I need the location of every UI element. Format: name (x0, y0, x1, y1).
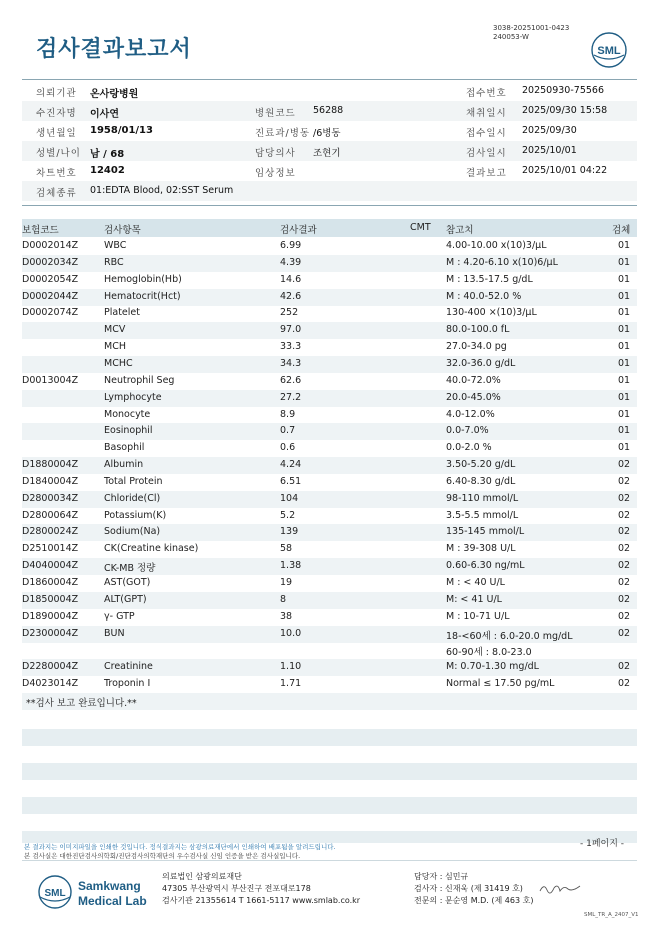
empty-row (22, 831, 637, 843)
header-reference: 참고치 (446, 225, 474, 236)
divider (22, 205, 637, 206)
reference-cell: 32.0-36.0 g/dL (446, 357, 516, 369)
reference-cell: 20.0-45.0% (446, 391, 501, 403)
table-row (22, 474, 637, 491)
result-cell: 252 (280, 307, 299, 319)
empty-row (22, 763, 637, 780)
brand-name-line1: Samkwang (78, 879, 141, 893)
table-row (22, 322, 637, 339)
table-row (22, 524, 637, 541)
reference-cell: 18-<60세 : 6.0-20.0 mg/dL (446, 630, 573, 642)
reference-cell: 98-110 mmol/L (446, 492, 519, 504)
empty-row (22, 729, 637, 746)
specimen-cell: 02 (618, 526, 631, 538)
test-item-cell: Troponin I (104, 678, 151, 690)
result-cell: 10.0 (280, 627, 302, 639)
test-item-cell: γ- GTP (104, 610, 135, 622)
test-item-cell: Hemoglobin(Hb) (104, 273, 182, 285)
header-test-item: 검사항목 (104, 225, 141, 236)
reference-cell: 135-145 mmol/L (446, 526, 525, 538)
info-value: 2025/10/01 04:22 (522, 165, 608, 176)
result-cell: 1.38 (280, 560, 302, 572)
result-cell: 6.51 (280, 475, 302, 487)
specimen-cell: 01 (618, 442, 631, 454)
specimen-cell: 02 (618, 459, 631, 471)
info-value: 이사연 (90, 109, 119, 120)
insurance-code-cell: D2280004Z (22, 661, 79, 673)
specimen-cell: 02 (618, 509, 631, 521)
reference-cell: 3.5-5.5 mmol/L (446, 509, 519, 521)
info-label: 임상정보 (255, 168, 296, 179)
test-item-cell: Total Protein (104, 475, 163, 487)
specimen-cell: 01 (618, 273, 631, 285)
table-row (22, 390, 637, 407)
test-item-cell: CK-MB 정량 (104, 563, 156, 575)
info-value: 01:EDTA Blood, 02:SST Serum (90, 185, 234, 196)
info-value: 조현기 (313, 148, 341, 159)
specimen-cell: 01 (618, 408, 631, 420)
reference-cell: Normal ≤ 17.50 pg/mL (446, 678, 555, 690)
reference-cell: 4.00-10.00 x(10)3/μL (446, 240, 547, 251)
info-value: 20250930-75566 (522, 85, 605, 96)
reference-cell: M : 39-308 U/L (446, 543, 516, 555)
info-label: 접수번호 (466, 88, 507, 99)
reference-cell: 60-90세 : 8.0-23.0 (446, 647, 532, 659)
table-row (22, 407, 637, 424)
result-cell: 58 (280, 543, 293, 555)
reference-cell: 27.0-34.0 pg (446, 341, 507, 353)
document-id (493, 24, 569, 42)
info-label: 성별/나이 (36, 148, 81, 159)
patient-info-row (22, 101, 637, 121)
table-row (22, 255, 637, 272)
reference-cell: M : < 40 U/L (446, 577, 505, 588)
result-cell: 97.0 (280, 324, 302, 336)
table-row (22, 339, 637, 356)
insurance-code-cell: D1840004Z (22, 475, 79, 487)
staff-tester: 검사자 : 신재욱 (제 31419 호) (414, 884, 523, 893)
test-item-cell: Potassium(K) (104, 509, 167, 521)
insurance-code-cell: D1850004Z (22, 593, 79, 605)
result-cell: 4.39 (280, 256, 302, 268)
staff-manager: 담당자 : 심민규 (414, 872, 469, 881)
patient-info-row (22, 81, 637, 101)
divider (22, 860, 637, 861)
reference-cell: 80.0-100.0 fL (446, 324, 510, 336)
reference-cell: 6.40-8.30 g/dL (446, 475, 516, 487)
patient-info-row (22, 121, 637, 141)
table-row (22, 356, 637, 373)
info-label: 결과보고 (466, 168, 507, 179)
reference-cell: 40.0-72.0% (446, 374, 501, 386)
samkwang-logo-icon (36, 872, 166, 916)
staff-specialist: 전문의 : 문순영 M.D. (제 463 호) (414, 896, 534, 905)
info-label: 검사일시 (466, 148, 507, 159)
signature-icon (538, 880, 582, 896)
insurance-code-cell: D2800034Z (22, 492, 79, 504)
patient-info-row (22, 161, 637, 181)
table-row (22, 626, 637, 643)
reference-cell: M : 13.5-17.5 g/dL (446, 273, 533, 285)
test-item-cell: MCV (104, 324, 126, 336)
specimen-cell: 01 (618, 391, 631, 403)
results-table-header (22, 219, 637, 237)
result-cell: 6.99 (280, 240, 302, 251)
insurance-code-cell: D0002034Z (22, 256, 79, 268)
lab-org-name: 의료법인 삼광의료재단 (162, 872, 242, 881)
reference-cell: M : 40.0-52.0 % (446, 290, 522, 302)
result-cell: 38 (280, 610, 293, 622)
insurance-code-cell: D0002014Z (22, 240, 79, 251)
insurance-code-cell: D2800064Z (22, 509, 79, 521)
specimen-cell: 02 (618, 593, 631, 605)
header-insurance-code: 보험코드 (22, 225, 59, 236)
specimen-cell: 02 (618, 610, 631, 622)
result-cell: 1.71 (280, 678, 302, 690)
info-label: 진료과/병동 (255, 128, 311, 139)
result-cell: 19 (280, 577, 293, 588)
table-row (22, 508, 637, 525)
empty-row (22, 797, 637, 814)
info-value: 56288 (313, 105, 344, 116)
table-row (22, 642, 637, 659)
specimen-cell: 02 (618, 492, 631, 504)
result-cell: 62.6 (280, 374, 302, 386)
test-item-cell: Creatinine (104, 661, 153, 673)
specimen-cell: 02 (618, 661, 631, 673)
test-item-cell: WBC (104, 240, 127, 251)
result-cell: 5.2 (280, 509, 296, 521)
result-cell: 27.2 (280, 391, 302, 403)
reference-cell: 4.0-12.0% (446, 408, 495, 420)
table-row (22, 676, 637, 693)
test-item-cell: AST(GOT) (104, 577, 151, 588)
result-cell: 8 (280, 593, 287, 605)
result-cell: 4.24 (280, 459, 302, 471)
info-label: 병원코드 (255, 108, 296, 119)
insurance-code-cell: D1860004Z (22, 577, 79, 588)
reference-cell: 3.50-5.20 g/dL (446, 459, 516, 471)
reference-cell: 130-400 ×(10)3/μL (446, 307, 537, 319)
insurance-code-cell: D2300004Z (22, 627, 79, 639)
test-item-cell: Eosinophil (104, 425, 153, 437)
insurance-code-cell: D0002054Z (22, 273, 79, 285)
specimen-cell: 02 (618, 678, 631, 690)
table-row (22, 609, 637, 626)
result-cell: 0.7 (280, 425, 296, 437)
reference-cell: M : 10-71 U/L (446, 610, 510, 622)
test-item-cell: Basophil (104, 442, 145, 454)
specimen-cell: 02 (618, 627, 631, 639)
reference-cell: 0.60-6.30 ng/mL (446, 560, 525, 572)
patient-info-row (22, 141, 637, 161)
reference-cell: 0.0-2.0 % (446, 442, 492, 454)
test-item-cell: Neutrophil Seg (104, 374, 175, 386)
table-row (22, 575, 637, 592)
test-item-cell: RBC (104, 256, 124, 268)
reference-cell: M: < 41 U/L (446, 593, 502, 605)
info-value: 12402 (90, 165, 125, 176)
report-complete-note: **검사 보고 완료입니다.** (26, 697, 137, 709)
info-value: 남 / 68 (90, 149, 125, 160)
info-value: 2025/09/30 15:58 (522, 105, 608, 116)
test-item-cell: Hematocrit(Hct) (104, 290, 181, 302)
report-complete-row (22, 693, 637, 710)
lab-address: 47305 부산광역시 부산진구 전포대로178 (162, 884, 311, 893)
table-row (22, 423, 637, 440)
lab-address-block (162, 871, 360, 907)
insurance-code-cell: D0002044Z (22, 290, 79, 302)
reference-cell: 0.0-7.0% (446, 425, 489, 437)
result-cell: 42.6 (280, 290, 302, 302)
staff-block (414, 871, 533, 907)
test-item-cell: Lymphocyte (104, 391, 162, 403)
table-row (22, 457, 637, 474)
table-row (22, 305, 637, 322)
test-item-cell: Sodium(Na) (104, 526, 161, 538)
specimen-cell: 01 (618, 240, 631, 251)
insurance-code-cell: D1890004Z (22, 610, 79, 622)
info-label: 담당의사 (255, 148, 296, 159)
table-row (22, 659, 637, 676)
footer-notice (24, 843, 336, 861)
table-row (22, 440, 637, 457)
table-row (22, 272, 637, 289)
specimen-cell: 02 (618, 560, 631, 572)
specimen-cell: 01 (618, 290, 631, 302)
document-id-line1: 3038-20251001-0423 (493, 24, 570, 32)
test-item-cell: Platelet (104, 307, 140, 319)
info-label: 차트번호 (36, 168, 77, 179)
info-label: 의뢰기관 (36, 88, 77, 99)
specimen-cell: 01 (618, 341, 631, 353)
insurance-code-cell: D0013004Z (22, 374, 79, 386)
test-item-cell: BUN (104, 627, 125, 639)
specimen-cell: 01 (618, 374, 631, 386)
specimen-cell: 02 (618, 577, 631, 588)
table-row (22, 238, 637, 255)
specimen-cell: 01 (618, 256, 631, 268)
test-item-cell: Monocyte (104, 408, 151, 420)
patient-info-panel (22, 80, 637, 204)
insurance-code-cell: D2800024Z (22, 526, 79, 538)
info-label: 생년월일 (36, 128, 77, 139)
specimen-cell: 01 (618, 307, 631, 319)
result-cell: 14.6 (280, 273, 302, 285)
insurance-code-cell: D1880004Z (22, 459, 79, 471)
test-item-cell: Albumin (104, 459, 144, 471)
specimen-cell: 02 (618, 475, 631, 487)
info-value: /6병동 (313, 128, 341, 139)
info-value: 온사랑병원 (90, 89, 139, 100)
result-cell: 0.6 (280, 442, 296, 454)
insurance-code-cell: D0002074Z (22, 307, 79, 319)
test-item-cell: ALT(GPT) (104, 593, 147, 605)
lab-contact: 검사기관 21355614 T 1661-5117 www.smlab.co.kr (162, 896, 361, 905)
result-cell: 33.3 (280, 341, 302, 353)
brand-name-line2: Medical Lab (78, 894, 147, 908)
header-specimen: 검체 (612, 225, 631, 236)
document-id-line2: 240053-W (493, 33, 529, 41)
result-cell: 34.3 (280, 357, 302, 369)
specimen-cell: 01 (618, 425, 631, 437)
info-label: 접수일시 (466, 128, 507, 139)
header-cmt: CMT (410, 222, 431, 233)
info-value: 2025/09/30 (522, 125, 577, 136)
page-number: - 1페이지 - (580, 839, 625, 849)
info-label: 검체종류 (36, 188, 77, 199)
test-item-cell: Chloride(Cl) (104, 492, 161, 504)
table-row (22, 592, 637, 609)
sml-logo-icon (590, 31, 628, 69)
table-row (22, 558, 637, 575)
result-cell: 1.10 (280, 661, 302, 673)
table-row (22, 541, 637, 558)
info-value: 1958/01/13 (90, 125, 153, 136)
reference-cell: M: 0.70-1.30 mg/dL (446, 661, 539, 673)
brand-logo-text: SML (44, 888, 66, 899)
specimen-cell: 02 (618, 543, 631, 555)
insurance-code-cell: D4040004Z (22, 560, 79, 572)
table-row (22, 373, 637, 390)
table-row (22, 289, 637, 306)
result-cell: 139 (280, 526, 299, 538)
form-id: SML_TR_A_2407_V1 (584, 912, 639, 918)
info-label: 채취일시 (466, 108, 507, 119)
test-item-cell: CK(Creatine kinase) (104, 543, 199, 555)
insurance-code-cell: D4023014Z (22, 678, 79, 690)
test-item-cell: MCHC (104, 357, 133, 369)
header-result: 검사결과 (280, 225, 317, 236)
specimen-cell: 01 (618, 324, 631, 336)
info-label: 수진자명 (36, 108, 77, 119)
result-cell: 8.9 (280, 408, 296, 420)
reference-cell: M : 4.20-6.10 x(10)6/μL (446, 256, 558, 268)
info-value: 2025/10/01 (522, 145, 577, 156)
specimen-cell: 01 (618, 357, 631, 369)
report-title: 검사결과보고서 (36, 37, 192, 62)
table-row (22, 491, 637, 508)
notice-image-copy: 본 결과지는 이미지파일을 인쇄한 것입니다. 정식결과지는 삼광의료재단에서 인쇄하여 배포됨을 알려드립니다. (24, 843, 336, 851)
result-cell: 104 (280, 492, 299, 504)
sml-logo-text: SML (597, 45, 621, 57)
patient-info-row (22, 181, 637, 201)
notice-accreditation: 본 검사실은 대한진단검사의학회/진단검사의학재단의 우수검사실 신임 인증을 받은 검사실입니다. (24, 852, 301, 860)
insurance-code-cell: D2510014Z (22, 543, 79, 555)
test-item-cell: MCH (104, 341, 126, 353)
